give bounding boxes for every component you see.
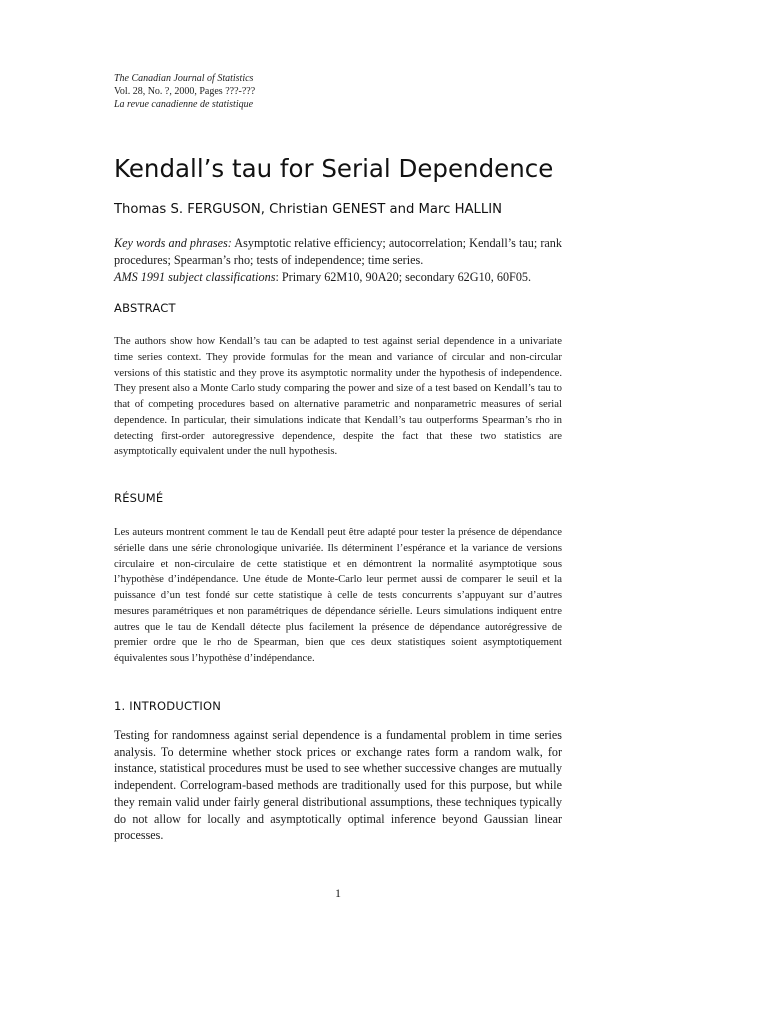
paper-title: Kendall’s tau for Serial Dependence	[114, 154, 554, 183]
abstract-text: The authors show how Kendall’s tau can be adapted to test against serial dependence in a univariate time series context. They provide formulas for the mean and variance of circular and non-circular versions of this statistic and they prove its asymptotic normality under the hypothesis of independence. They present also a Monte Carlo study comparing the power and size of a test based on Kendall’s tau to that of competing procedures based on alternative parametric and nonparametric measures of serial dependence. In particular, their simulations indicate that Kendall’s tau outperforms Spearman’s rho in detecting first-order autoregressive dependence, despite the fact that these two statistics are asymptotically equivalent under the null hypothesis.	[114, 335, 562, 458]
journal-name: The Canadian Journal of Statistics	[114, 73, 254, 84]
keywords-label: Key words and phrases:	[114, 236, 232, 250]
journal-volume: Vol. 28, No. ?, 2000, Pages ???-???	[114, 86, 256, 97]
journal-header	[114, 72, 562, 111]
keywords-text: Asymptotic relative efficiency; autocorrelation; Kendall’s tau; rank procedures; Spearman’s rho; tests of independence; time series.	[114, 236, 562, 267]
resume-heading: RÉSUMÉ	[114, 491, 164, 505]
introduction-text: Testing for randomness against serial dependence is a fundamental problem in time series analysis. To determine whether stock prices or exchange rates form a random walk, for instance, statistical procedures must be used to see whether successive changes are mutually independent. Correlogram-based methods are traditionally used for this purpose, but while they remain valid under fairly general distributional assumptions, these techniques typically do not allow for locally and asymptotically optimal inference beyond Gaussian linear processes.	[114, 728, 562, 843]
ams-label: AMS 1991 subject classifications	[114, 270, 276, 284]
ams-text: : Primary 62M10, 90A20; secondary 62G10, 60F05.	[275, 270, 532, 284]
journal-name-french: La revue canadienne de statistique	[114, 99, 254, 110]
abstract-heading: ABSTRACT	[114, 301, 176, 315]
page-number: 1	[335, 886, 341, 900]
keywords-block	[114, 235, 562, 286]
paper-page	[114, 72, 562, 900]
introduction-heading: 1. INTRODUCTION	[114, 699, 222, 713]
authors: Thomas S. FERGUSON, Christian GENEST and Marc HALLIN	[114, 202, 502, 217]
resume-text: Les auteurs montrent comment le tau de Kendall peut être adapté pour tester la présence de dépendance sérielle dans une série chronologique univariée. Ils déterminent l’espérance et la variance de versions circulaire et non-circulaire de cette statistique et en démontrent la normalité asymptotique sous l’hypothèse d’indépendance. Une étude de Monte-Carlo leur permet aussi de comparer le seuil et la puissance d’un test fondé sur cette statistique à celle de tests concurrents s’appuyant sur d’autres mesures paramétriques et non paramétriques de dépendance sérielle. Leurs simulations indiquent entre autres que le tau de Kendall détecte plus facilement la présence de dépendance autorégressive de premier ordre que le rho de Spearman, bien que ces deux statistiques soient asymptotiquement équivalentes sous l’hypothèse d’indépendance.	[114, 526, 562, 664]
